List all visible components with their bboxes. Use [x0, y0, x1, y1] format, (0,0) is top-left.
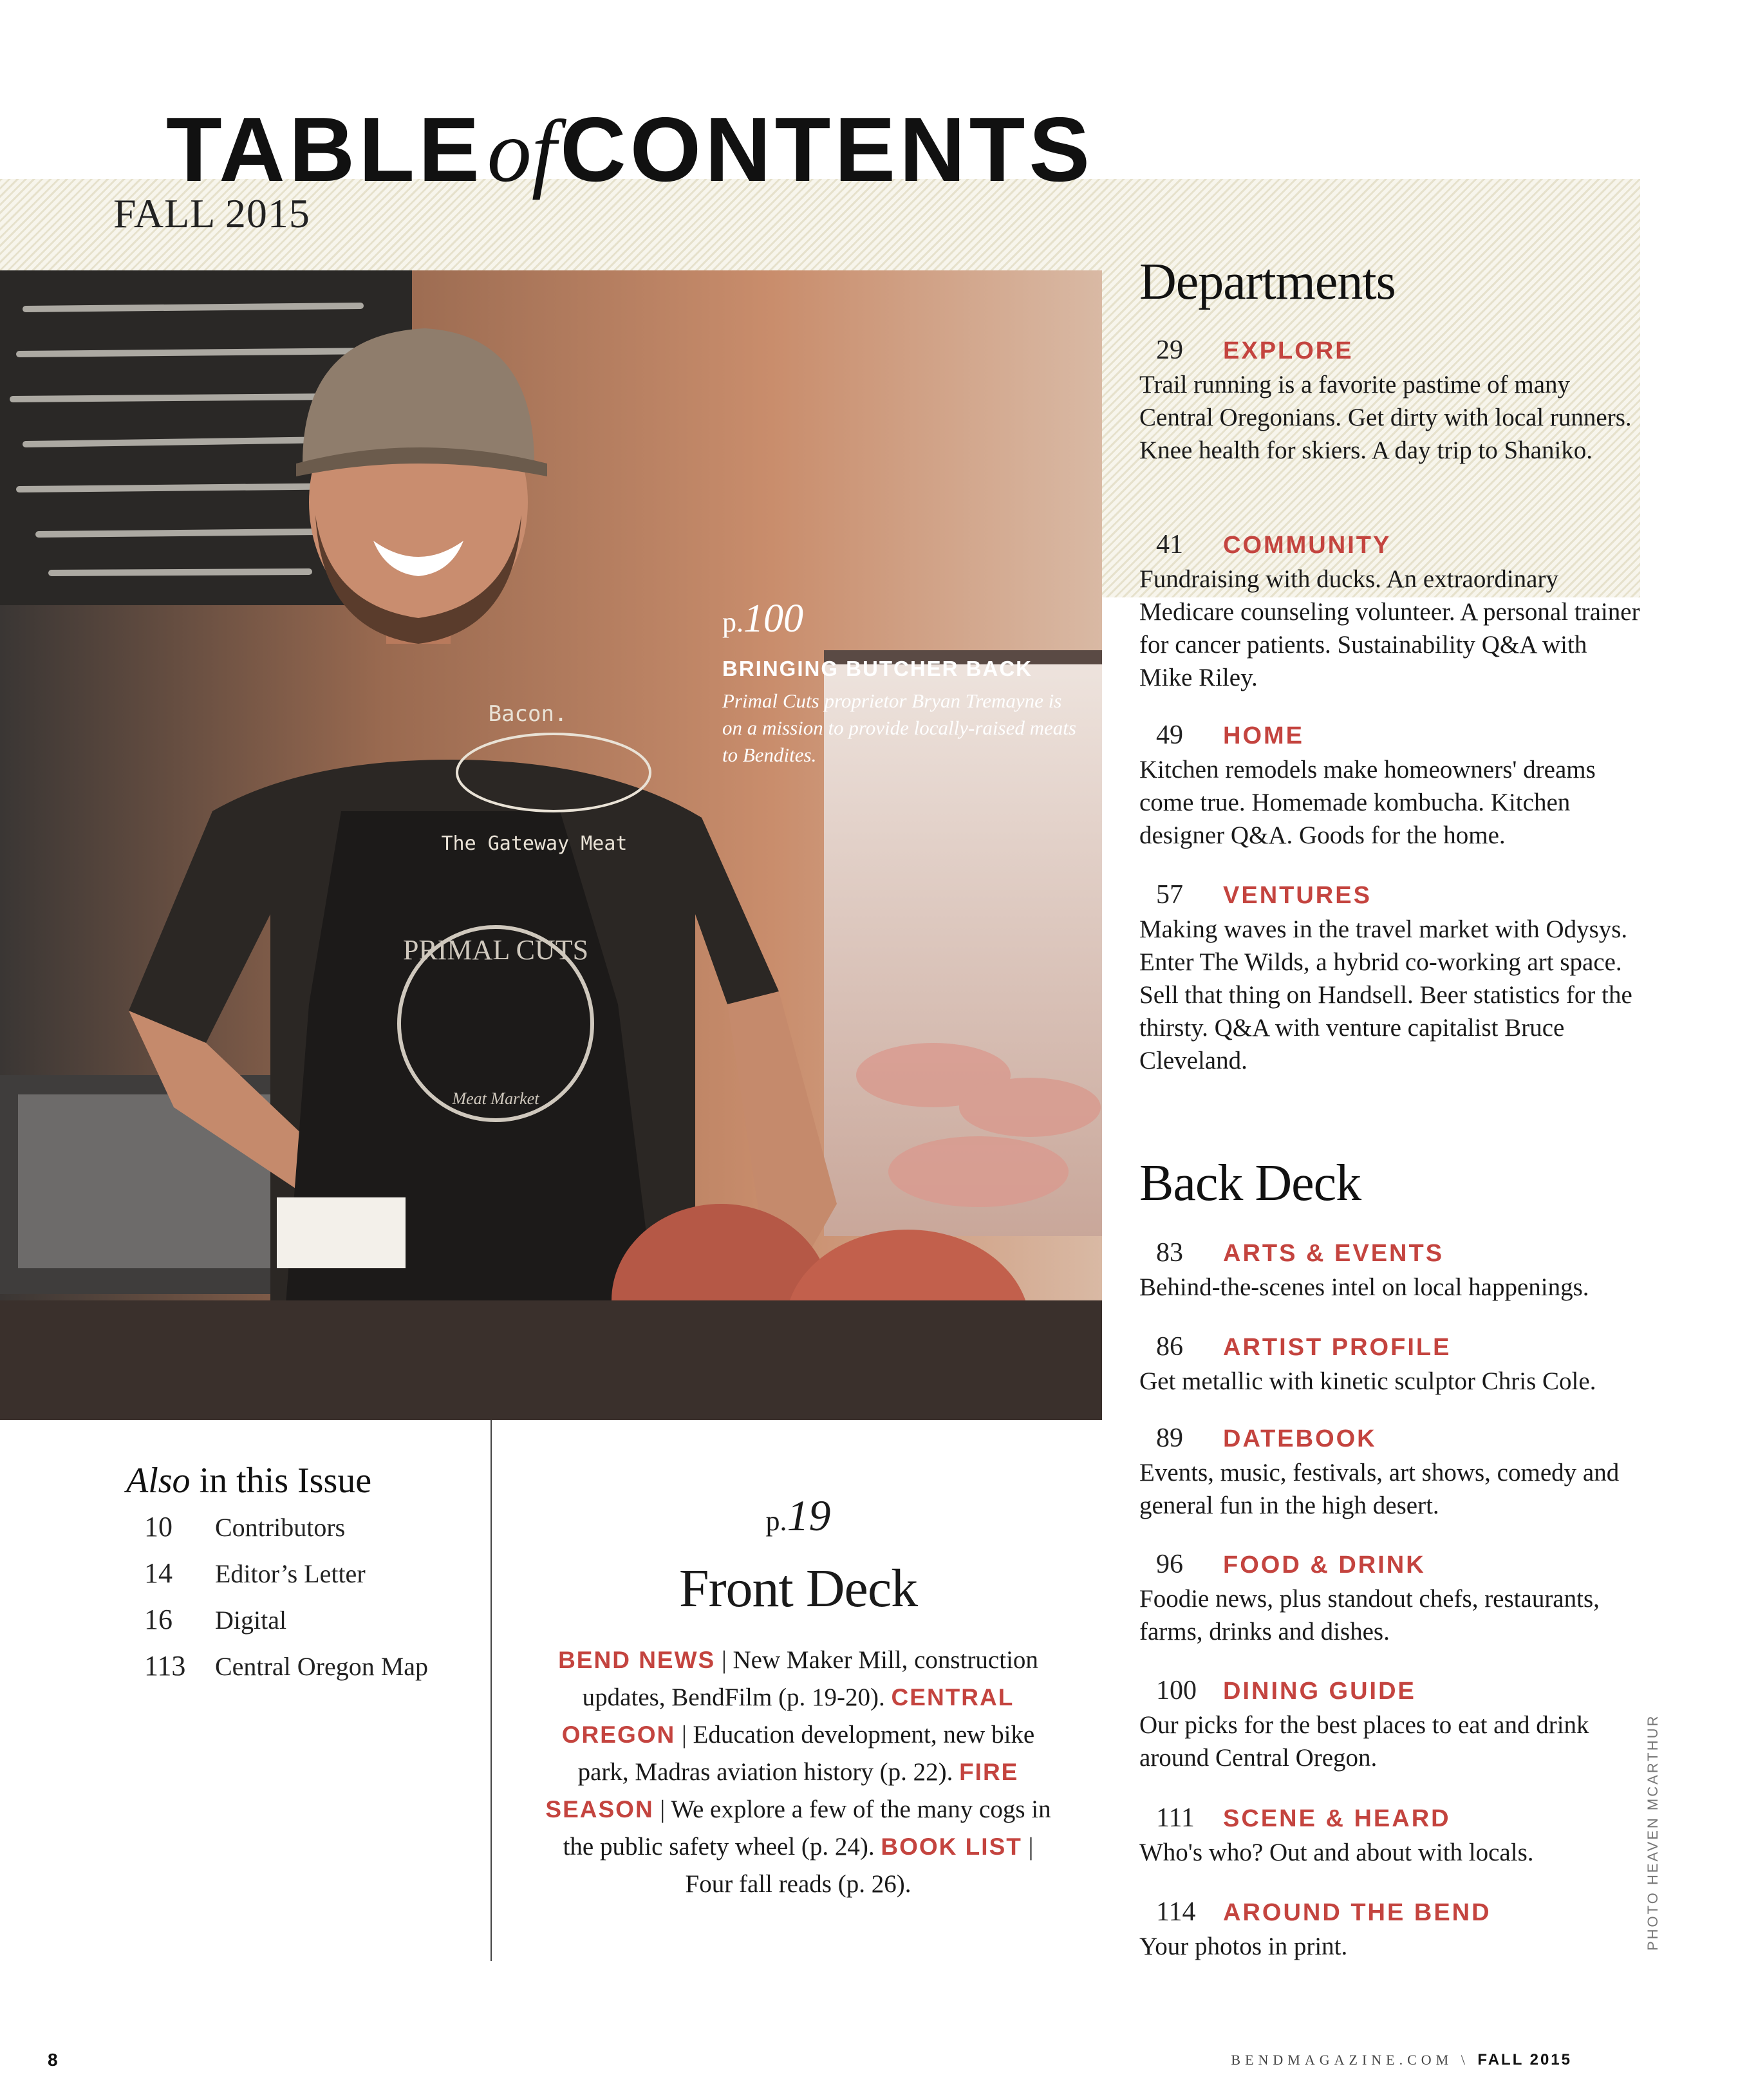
entry-label: ARTS & EVENTS	[1223, 1240, 1444, 1267]
entry-desc: Kitchen remodels make homeowners' dreams come true. Homemade kombucha. Kitchen designer Q&A. Goods for the home.	[1139, 756, 1596, 849]
toc-entry[interactable]	[1139, 1675, 1641, 1774]
also-item-page: 16	[144, 1604, 173, 1635]
also-item[interactable]	[126, 1510, 428, 1557]
entry-desc: Behind-the-scenes intel on local happenings.	[1139, 1273, 1589, 1301]
front-deck-heading: Front Deck	[678, 1559, 918, 1618]
entry-label: HOME	[1223, 722, 1304, 749]
entry-desc: Your photos in print.	[1139, 1933, 1348, 1960]
toc-entry[interactable]	[1139, 1237, 1641, 1304]
also-item[interactable]	[126, 1649, 428, 1696]
footer-folio	[1231, 2051, 1572, 2069]
shirt-text-top: Bacon.	[488, 701, 568, 727]
shirt-text-bottom: The Gateway Meat	[441, 832, 628, 855]
footer-issue: FALL 2015	[1477, 2051, 1572, 2068]
issue-label: FALL 2015	[113, 191, 310, 236]
also-item-page: 10	[144, 1511, 173, 1542]
caption-headline: BRINGING BUTCHER BACK	[722, 657, 1033, 680]
toc-entry[interactable]	[1139, 1423, 1641, 1522]
toc-entry[interactable]	[1139, 335, 1641, 467]
counter	[0, 1300, 1102, 1420]
also-item-label: Editor’s Letter	[215, 1559, 366, 1588]
apron-logo-subtext: Meat Market	[452, 1089, 539, 1108]
entry-label: VENTURES	[1223, 882, 1372, 909]
back-deck-section	[1139, 1155, 1641, 1212]
entry-desc: Events, music, festivals, art shows, comedy and general fun in the high desert.	[1139, 1459, 1620, 1519]
entry-page: 49	[1156, 720, 1183, 750]
entry-label: COMMUNITY	[1223, 532, 1392, 559]
front-deck-page-ref: p.19	[765, 1491, 831, 1540]
front-deck-text: | New Maker Mill, construction updates, BendFilm (p. 19-20).	[582, 1646, 1038, 1711]
also-in-this-issue	[126, 1460, 428, 1696]
caption-text: Primal Cuts proprietor Bryan Tremayne is on a mission to provide locally-raised meats to Bendites.	[722, 689, 1076, 766]
departments-section	[1139, 256, 1641, 308]
front-deck-body	[541, 1642, 1056, 1903]
entry-label: SCENE & HEARD	[1223, 1805, 1451, 1832]
also-item-page: 113	[144, 1650, 186, 1682]
entry-label: DATEBOOK	[1223, 1425, 1377, 1452]
entry-page: 96	[1156, 1550, 1183, 1579]
entry-label: FOOD & DRINK	[1223, 1552, 1426, 1579]
photo-credit: PHOTO HEAVEN MCARTHUR	[1645, 1714, 1661, 1951]
entry-page: 89	[1156, 1423, 1183, 1453]
entry-label: ARTIST PROFILE	[1223, 1334, 1452, 1361]
toc-entry[interactable]	[1139, 1331, 1641, 1398]
entry-page: 114	[1156, 1897, 1196, 1927]
front-deck-label[interactable]: FIRE SEASON	[545, 1759, 1019, 1823]
departments-heading: Departments	[1139, 254, 1396, 310]
entry-page: 29	[1156, 335, 1183, 365]
entry-label: EXPLORE	[1223, 337, 1354, 364]
caption-page-ref: p.100	[722, 597, 803, 641]
entry-desc: Trail running is a favorite pastime of many Central Oregonians. Get dirty with local runners. Knee health for skiers. A day trip to Shaniko.	[1139, 371, 1632, 464]
entry-page: 100	[1156, 1676, 1197, 1705]
entry-page: 83	[1156, 1238, 1183, 1268]
entry-desc: Our picks for the best places to eat and drink around Central Oregon.	[1139, 1711, 1589, 1772]
entry-desc: Who's who? Out and about with locals.	[1139, 1839, 1534, 1866]
page-title: TABLEofCONTENTS	[166, 98, 1094, 201]
also-item-label: Digital	[215, 1606, 287, 1635]
entry-desc: Foodie news, plus standout chefs, restaurants, farms, drinks and dishes.	[1139, 1585, 1600, 1645]
front-deck-text: | Education development, new bike park, Madras aviation history (p. 22).	[577, 1721, 1035, 1786]
entry-label: DINING GUIDE	[1223, 1678, 1416, 1705]
page-number: 8	[48, 2050, 58, 2070]
also-item-label: Contributors	[215, 1513, 346, 1542]
front-deck-section	[541, 1491, 1056, 1903]
also-item[interactable]	[126, 1603, 428, 1649]
also-item-page: 14	[144, 1557, 173, 1589]
entry-page: 41	[1156, 530, 1183, 559]
entry-page: 57	[1156, 880, 1183, 910]
entry-page: 86	[1156, 1332, 1183, 1362]
also-item-label: Central Oregon Map	[215, 1652, 429, 1681]
front-deck-text: | Four fall reads (p. 26).	[685, 1833, 1034, 1898]
entry-desc: Fundraising with ducks. An extraordinary Medicare counseling volunteer. A personal trainer for cancer patients. Sustainability Q&A with Mike Riley.	[1139, 565, 1640, 691]
front-deck-label[interactable]: BEND NEWS	[558, 1647, 716, 1673]
column-divider	[491, 1420, 492, 1961]
toc-entry[interactable]	[1139, 1549, 1641, 1648]
butcher-photo-illustration	[0, 270, 1102, 1420]
feature-photo	[0, 270, 1102, 1420]
photo-caption	[722, 599, 1083, 769]
entry-label: AROUND THE BEND	[1223, 1899, 1491, 1926]
toc-entry[interactable]	[1139, 720, 1641, 852]
toc-entry[interactable]	[1139, 1897, 1641, 1963]
entry-desc: Making waves in the travel market with Odysys. Enter The Wilds, a hybrid co-working art space. Sell that thing on Handsell. Beer statistics for the thirsty. Q&A with venture capitalist Bruce Cleveland.	[1139, 915, 1632, 1074]
entry-page: 111	[1156, 1803, 1195, 1833]
also-item[interactable]	[126, 1557, 428, 1603]
apron-logo-text: PRIMAL CUTS	[402, 934, 589, 966]
toc-entry[interactable]	[1139, 879, 1641, 1077]
toc-entry[interactable]	[1139, 529, 1641, 694]
front-deck-label[interactable]: CENTRAL OREGON	[561, 1684, 1014, 1748]
front-deck-label[interactable]: BOOK LIST	[881, 1833, 1022, 1860]
entry-desc: Get metallic with kinetic sculptor Chris Cole.	[1139, 1367, 1596, 1395]
back-deck-heading: Back Deck	[1139, 1155, 1361, 1212]
also-heading: Also in this Issue	[126, 1461, 372, 1501]
footer-site: BENDMAGAZINE.COM \	[1231, 2052, 1470, 2068]
toc-entry[interactable]	[1139, 1803, 1641, 1869]
front-deck-text: | We explore a few of the many cogs in the public safety wheel (p. 24).	[563, 1795, 1051, 1861]
